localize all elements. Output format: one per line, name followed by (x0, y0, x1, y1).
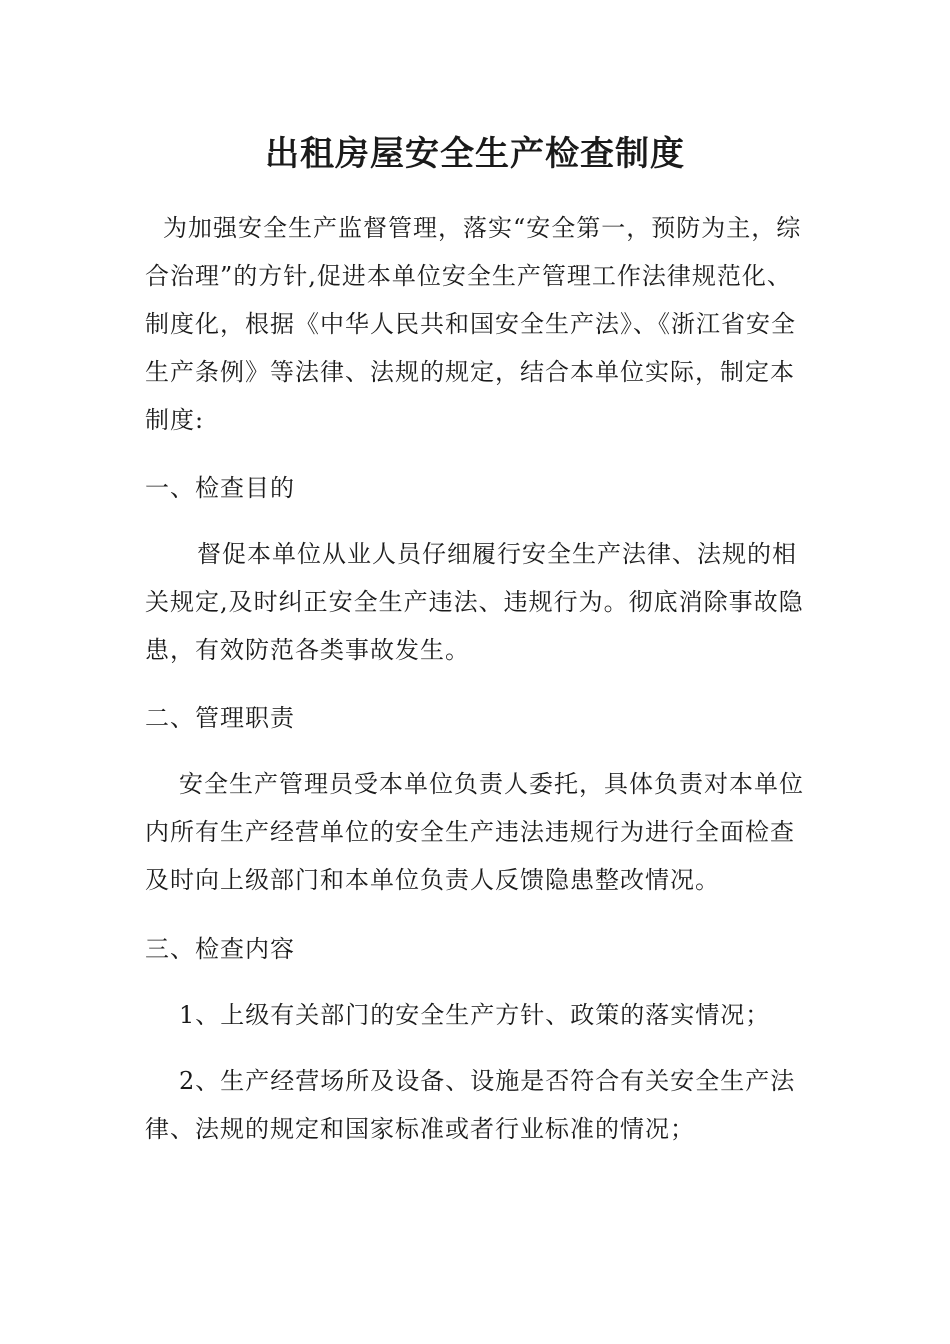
section-2-heading: 二、管理职责 (145, 704, 295, 732)
section-1-paragraph: 督促本单位从业人员仔细履行安全生产法律、法规的相关规定,及时纠正安全生产违法、违规行为。彻底消除事故隐患，有效防范各类事故发生。 (145, 540, 804, 664)
intro-paragraph: 为加强安全生产监督管理，落实“安全第一，预防为主，综合治理”的方针,促进本单位安全生产管理工作法律规范化、制度化，根据《中华人民共和国安全生产法》、《浙江省安全生产条例》等法律、法规的规定，结合本单位实际，制定本制度: (145, 214, 802, 434)
document-title: 出租房屋安全生产检查制度 (265, 134, 685, 174)
section-1-heading: 一、检查目的 (145, 474, 295, 502)
section-3-item-2: 2、生产经营场所及设备、设施是否符合有关安全生产法律、法规的规定和国家标准或者行业标准的情况； (145, 1067, 796, 1143)
section-2-paragraph: 安全生产管理员受本单位负责人委托，具体负责对本单位内所有生产经营单位的安全生产违法违规行为进行全面检查及时向上级部门和本单位负责人反馈隐患整改情况。 (145, 770, 804, 894)
section-3-heading: 三、检查内容 (145, 935, 295, 963)
section-3-item-1: 1、上级有关部门的安全生产方针、政策的落实情况； (179, 1001, 771, 1029)
